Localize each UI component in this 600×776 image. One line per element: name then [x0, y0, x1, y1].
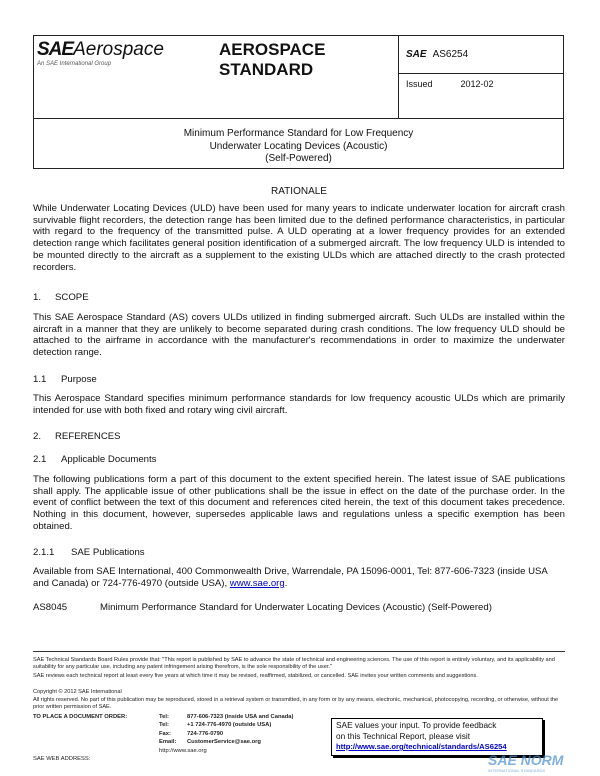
reference-id: AS8045: [33, 602, 68, 613]
reference-title: Minimum Performance Standard for Underwater Locating Devices (Acoustic) (Self-Powered): [100, 602, 492, 613]
tel-value: 877-606-7323 (inside USA and Canada): [187, 714, 294, 720]
logo-name: Aerospace: [73, 39, 164, 60]
email-value[interactable]: CustomerService@sae.org: [187, 739, 261, 746]
title-line: Underwater Locating Devices (Acoustic): [209, 140, 388, 152]
issued-label: Issued: [406, 79, 433, 89]
footer-review-note: SAE reviews each technical report at least every five years at which time it may be revised, reaffirmed, stabilized, or cancelled. SAE invites your written comments and suggestions.: [33, 673, 478, 679]
email-label: Email:: [159, 739, 177, 746]
section-text: This Aerospace Standard specifies minimum performance standards for low frequency acoustic ULDs which are primarily intended for use with both fixed and rotary wing civil aircraft.: [33, 393, 565, 416]
footer-rights: All rights reserved. No part of this publication may be reproduced, stored in a retrieval system or transmitted, in any form or by any means, electronic, mechanical, photocopying, recording, or otherwise, without the prior written permission of SAE.: [33, 697, 559, 710]
logo-brand: SAE: [37, 39, 74, 60]
document-type: [219, 40, 325, 80]
web-address[interactable]: http://www.sae.org: [159, 747, 207, 754]
sae-website-link[interactable]: www.sae.org: [229, 577, 285, 589]
section-title: SCOPE: [55, 292, 89, 303]
divider: [34, 118, 563, 119]
watermark-text: SAE NORM: [488, 752, 564, 768]
section-number: 1.1: [33, 374, 47, 385]
section-heading: [33, 454, 156, 465]
document-title: [34, 128, 563, 166]
order-label: TO PLACE A DOCUMENT ORDER:: [33, 714, 128, 720]
section-number: 2.1.1: [33, 547, 55, 558]
header-box: [33, 35, 564, 169]
logo-tagline: An SAE International Group: [37, 61, 112, 67]
reference-row: [33, 602, 492, 613]
watermark: [488, 752, 563, 773]
section-number: 1.: [33, 292, 42, 303]
title-line: Minimum Performance Standard for Low Frequency: [183, 128, 414, 139]
doc-type-line: STANDARD: [219, 60, 314, 79]
section-title: REFERENCES: [55, 431, 121, 442]
section-text: The following publications form a part of this document to the extent specified herein. The latest issue of SAE publications shall apply. The applicable issue of other publications shall be the issue in effect on the date of the purchase order. In the event of conflict between the text of this document and references cited herein, the text of this document takes precedence. Nothing in this document, however, supersedes applicable laws and regulations unless a specific exemption has been obtained.: [33, 474, 565, 532]
punctuation: .: [284, 577, 288, 589]
footer-rule: [33, 651, 565, 652]
issued-value: 2012-02: [460, 79, 494, 89]
feedback-text: on this Technical Report, please visit: [336, 730, 471, 741]
feedback-text: SAE values your input. To provide feedback: [336, 720, 497, 730]
section-title: Applicable Documents: [61, 454, 157, 465]
footer-copyright: Copyright © 2012 SAE International: [33, 689, 122, 695]
section-title: SAE Publications: [71, 547, 145, 558]
tel-value: +1 724-776-4970 (outside USA): [187, 722, 272, 729]
sae-aerospace-logo: [37, 39, 164, 67]
doc-type-line: AEROSPACE: [219, 40, 326, 59]
title-line: (Self-Powered): [265, 153, 332, 164]
rationale-text: While Underwater Locating Devices (ULD) have been used for many years to indicate underwater location for aircraft crash survivable flight recorders, the detection range has been limited due to the defined performance characteristics, in particular with regard to the frequency of the transmitted pulse. A ULD operating at a lower frequency provides for an extended detection range which facilitates general position identification of a submerged aircraft. The low frequency ULD is intended to be mounted directly to the aircraft as a supplement to the existing ULDs which are attached directly to the crash protected recorders.: [33, 203, 565, 273]
tel-label: Tel:: [159, 722, 169, 729]
doc-number-value: AS6254: [432, 49, 469, 60]
web-label: SAE WEB ADDRESS:: [33, 756, 91, 762]
section-number: 2.1: [33, 454, 47, 465]
section-text: [33, 566, 565, 589]
feedback-link[interactable]: http://www.sae.org/technical/standards/AS6254: [336, 742, 507, 751]
watermark-sub: INTERNATIONAL STANDARDS: [488, 768, 546, 773]
fax-value: 724-776-0790: [187, 730, 224, 737]
divider: [398, 73, 563, 74]
feedback-box: [331, 718, 543, 756]
section-heading: [33, 292, 89, 303]
section-heading: [33, 431, 121, 442]
section-text-body: Available from SAE International, 400 Commonwealth Drive, Warrendale, PA 15096-0001, Tel: 877-606-7323 (inside USA and Canada) or 724-776-4970 (outside USA),: [33, 566, 548, 589]
divider: [398, 36, 399, 118]
section-heading: [33, 547, 145, 558]
issued-date: [406, 79, 494, 89]
document-number: [406, 49, 468, 60]
footer-disclaimer: SAE Technical Standards Board Rules provide that: "This report is published by SAE to advance the state of technical and engineering sciences. The use of this report is entirely voluntary, and its applicability and suitability for any particular use, including any patent infringement arising therefrom, is the sole responsibility of the user.": [33, 657, 555, 670]
fax-label: Fax:: [159, 730, 171, 737]
contact-values: [187, 713, 293, 747]
section-number: 2.: [33, 431, 42, 442]
section-title: Purpose: [61, 374, 97, 385]
tel-label: Tel:: [159, 714, 169, 720]
section-heading: [33, 374, 97, 385]
rationale-heading: RATIONALE: [271, 186, 327, 197]
sae-mark: SAE: [406, 49, 427, 60]
section-text: This SAE Aerospace Standard (AS) covers ULDs utilized in finding submerged aircraft. Such ULDs are installed within the aircraft in a manner that they are unlikely to become separated during crash conditions. The low frequency ULD should be attached to the airframe in accordance with the manufacturer's recommendations in order to maximize the underwater detection range.: [33, 312, 565, 359]
